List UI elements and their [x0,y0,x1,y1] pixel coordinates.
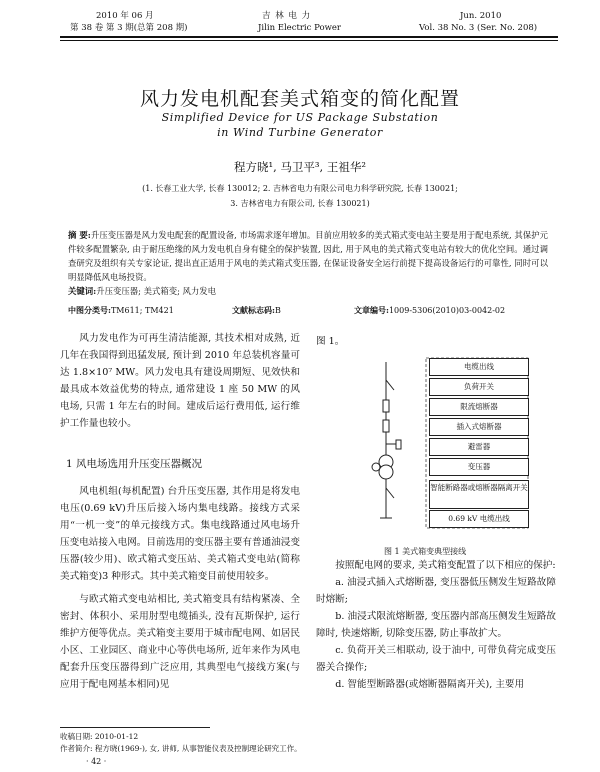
breaker-contact [386,488,394,498]
keywords-text: 升压变压器; 美式箱变; 风力发电 [96,286,217,296]
figure-caption: 图 1 美式箱变典型接线 [384,547,467,556]
received-date: 收稿日期: 2010-01-12 [60,732,139,741]
doc-value: B [274,306,281,315]
section-1-heading: 1 风电场选用升压变压器概况 [66,458,203,470]
author-bio: 作者简介: 程方晓(1969-), 女, 讲师, 从事智能仪表及控制理论研究工作。 [60,744,302,753]
abstract-text: 升压变压器是风力发电配套的配置设备, 市场需求逐年增加。目前应用较多的美式箱式变电站主要是用于配电系统, 其保护元件较多配置繁杂, 由于耐压绝缘的风力发电机自身有健全的保护装置, 因此, 用于风电的美式箱式变电站有较大的优化空间。通过调查研究及组织有关专家论证, 提出直正适用于风电的美式箱式变压器, 在保证设备安全运行前提下提高设备运行的可靠性, 同时可以明显降低风电场投资。 [68,230,548,282]
protection-item-b: b. 油浸式限流熔断器, 变压器内部高压侧发生短路故障时, 快速熔断, 切除变压器, 防止事故扩大。 [316,611,556,639]
figure-box-load-switch: 负荷开关 [429,378,529,396]
header-left-volume: 第 38 卷 第 3 期(总第 208 期) [70,23,188,33]
fuse-symbol [383,420,389,432]
paper-title-cn: 风力发电机配套美式箱变的简化配置 [139,88,460,110]
body-paragraph-1: 风力发电作为可再生清洁能源, 其技术相对成熟, 近几年在我国得到迅猛发展, 预计到 2010 年总装机容量可达 1.8×10⁷ MW。风力发电具有建设周期短、见效快和最具成本效益优势的特点, 通常建设 1 座 50 MW 的风电场, 只需 1 年左右的时间。建成后运行费用低, 运行维护工作量也较小。 [60,333,300,429]
figure-box-transformer: 变压器 [429,458,529,476]
journal-name-cn: 吉 林 电 力 [262,11,312,21]
clc-label: 中图分类号: [68,305,111,315]
article-value: 1009-5306(2010)03-0042-02 [388,306,506,315]
right-column-bottom [316,557,556,693]
footnote-rule [60,727,210,728]
page-number: · 42 · [86,757,107,766]
paper-title-en-line2: in Wind Turbine Generator [217,126,383,139]
header-rule-thick [60,36,558,38]
body-paragraph-2: 风电机组(每机配置) 台升压变压器, 其作用是将发电电压(0.69 kV)升压后接入场内集电线路。接线方式采用“一机一变”的单元接线方式。集电线路通过风电场升压变电站接入电网。目前选用的变压器主要有普通油浸变压器(较少用)、欧式箱式变压站、美式箱式变电站(简称美式箱变)3 种形式。其中美式箱变目前使用较多。 [60,486,300,582]
abstract-block [68,228,548,298]
figure-box-lv-outlet: 0.69 kV 电缆出线 [429,510,529,528]
transformer-aux-winding [372,463,380,471]
figure-box-current-limiting-fuse: 限流熔断器 [429,398,529,416]
header-right-date: Jun. 2010 [460,11,502,21]
figure-reference [316,333,556,350]
header-left-date: 2010 年 06 月 [96,11,154,21]
switch-contact [386,380,394,390]
author-list: 程方晓¹, 马卫平³, 王祖华² [234,160,366,174]
figure-box-cable-outlet: 电缆出线 [429,358,529,376]
keywords-line [68,284,548,298]
figure-box-surge-arrester: 避雷器 [429,438,529,456]
article-number [354,305,505,316]
figure-box-breaker: 智能断路器或熔断器隔离开关 [429,480,529,509]
left-column-top [60,330,300,432]
protection-item-d: d. 智能型断路器(或熔断器隔离开关), 主要用 [335,679,525,690]
affiliation-line2: 3. 吉林省电力有限公司, 长春 130021) [230,199,370,208]
clc-value: TM611; TM421 [110,306,174,315]
doc-label: 文献标志码: [232,305,275,315]
article-label: 文章编号: [354,305,389,315]
figure-box-plug-in-fuse: 插入式熔断器 [429,418,529,436]
fuse-symbol [383,400,389,412]
doc-code [232,305,281,316]
journal-name-en: Jilin Electric Power [258,23,341,33]
protection-item-a: a. 油浸式插入式熔断器, 变压器低压侧发生短路故障时熔断; [316,577,556,605]
keywords-label: 关键词: [68,286,97,296]
body-paragraph-5: 按照配电网的要求, 美式箱变配置了以下相应的保护: [335,560,556,571]
left-column-bottom [60,483,300,693]
header-rule-thin [60,40,558,41]
body-paragraph-3: 与欧式箱式变电站相比, 美式箱变具有结构紧凑、全密封、体积小、采用肘型电缆插头, 没有瓦斯保护, 运行维护方便等优点。美式箱变主要用于城市配电网、如居民小区、工业园区、商业中心等供电场所, 近年来作为风电配套升压变压器得到广泛应用, 其典型电气接线方案(与应用于配电网基本相同)见 [60,594,300,690]
body-paragraph-4: 图 1。 [316,336,345,347]
transformer-winding-secondary [379,465,393,479]
arrester-symbol [396,440,401,449]
clc-number [68,305,174,316]
header-right-volume: Vol. 38 No. 3 (Ser. No. 208) [419,23,538,33]
protection-item-c: c. 负荷开关三相联动, 设于油中, 可带负荷完成变压器关合操作; [316,645,556,673]
abstract-label: 摘 要: [68,230,91,240]
abstract-paragraph [68,228,548,284]
paper-title-en-line1: Simplified Device for US Package Substation [161,111,439,124]
affiliation-line1: (1. 长春工业大学, 长春 130012; 2. 吉林省电力有限公司电力科学研究院, 长春 130021; [142,184,458,193]
